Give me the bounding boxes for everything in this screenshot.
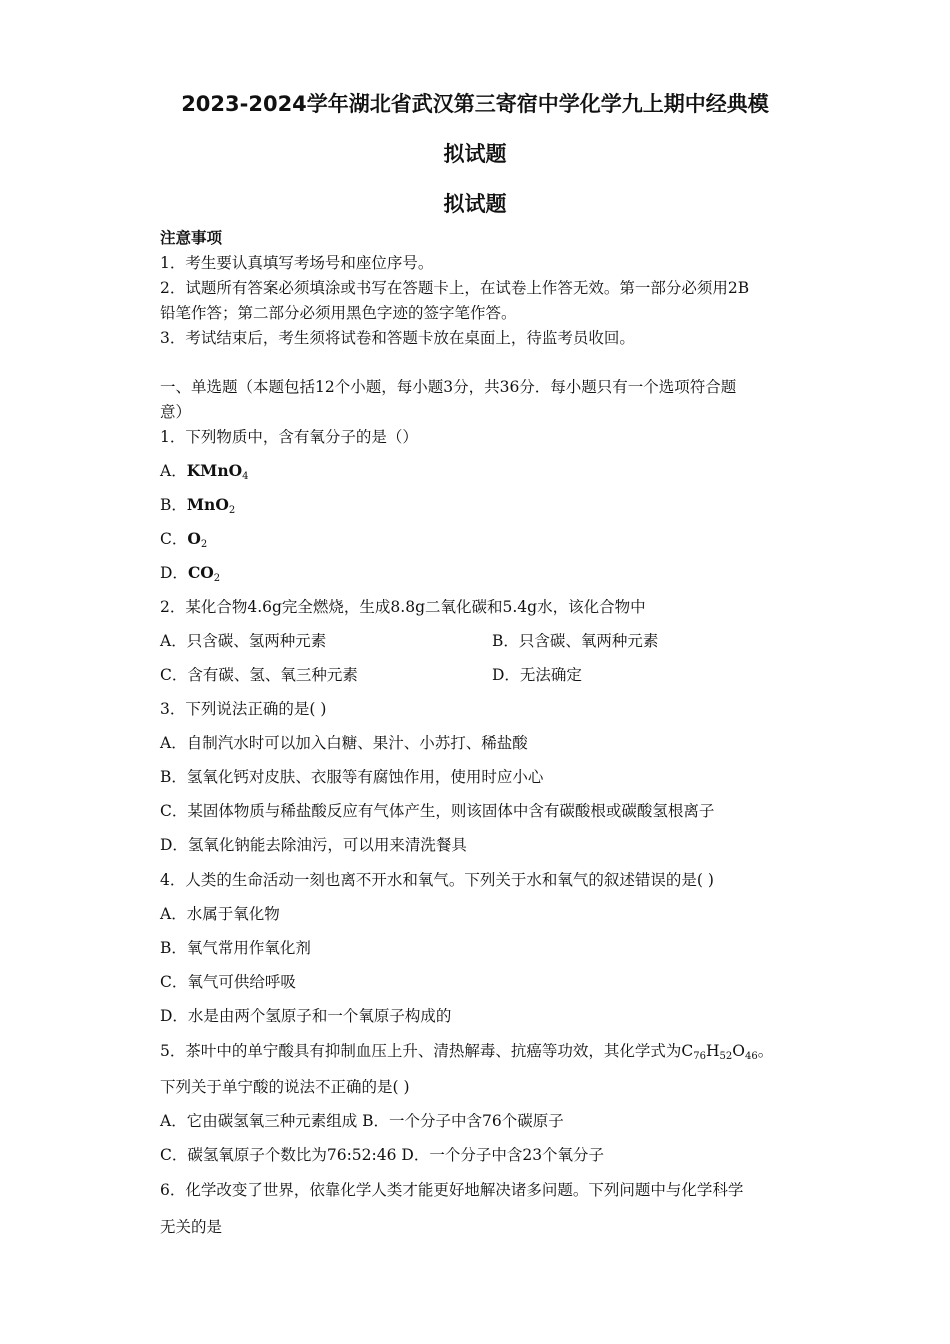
notice-item-3: 3．考试结束后，考生须将试卷和答题卡放在桌面上，待监考员收回。 [160, 329, 635, 347]
q5-stem: 5．茶叶中的单宁酸具有抑制血压上升、清热解毒、抗癌等功效，其化学式为$C_{76}H_{52}O_{46}$。 [160, 1042, 774, 1062]
q6-stem: 6．化学改变了世界，依靠化学人类才能更好地解决诸多问题。下列问题中与化学科学 [160, 1181, 744, 1199]
q3-stem: 3．下列说法正确的是( ) [160, 700, 327, 718]
title-line-1: 2023-2024学年湖北省武汉第三寄宿中学化学九上期中经典模 [181, 92, 769, 116]
q2-option-b: B．只含碳、氧两种元素 [492, 632, 659, 650]
section-heading: 一、单选题（本题包括12个小题，每小题3分，共36分．每小题只有一个选项符合题 [160, 378, 737, 396]
title-line-2: 拟试题 [443, 142, 507, 166]
q5-options-ab: A．它由碳氢氧三种元素组成 B．一个分子中含76个碳原子 [160, 1112, 564, 1130]
q2-option-d: D．无法确定 [492, 666, 582, 684]
q3-option-b: B．氢氧化钙对皮肤、衣服等有腐蚀作用，使用时应小心 [160, 768, 544, 786]
notice-item-2-cont: 铅笔作答；第二部分必须用黑色字迹的签字笔作答。 [160, 304, 517, 322]
q4-option-c: C．氧气可供给呼吸 [160, 973, 296, 991]
notice-item-2: 2．试题所有答案必须填涂或书写在答题卡上，在试卷上作答无效。第一部分必须用2B [160, 279, 750, 297]
q1-stem: 1．下列物质中，含有氧分子的是（） [160, 428, 418, 446]
q4-option-d: D．水是由两个氢原子和一个氧原子构成的 [160, 1007, 452, 1025]
q4-option-a: A．水属于氧化物 [160, 905, 280, 923]
title-line-3: 拟试题 [443, 192, 507, 216]
q4-option-b: B．氧气常用作氧化剂 [160, 939, 311, 957]
notice-heading: 注意事项 [160, 228, 223, 247]
q3-option-d: D．氢氧化钠能去除油污，可以用来清洗餐具 [160, 836, 467, 854]
q1-option-b: B．MnO$_2$ [160, 495, 236, 516]
q3-option-c: C．某固体物质与稀盐酸反应有气体产生，则该固体中含有碳酸根或碳酸氢根离子 [160, 802, 715, 820]
q1-option-c: C．$O_2$ [160, 529, 208, 550]
q1-option-a: A．KMnO$_4$ [160, 461, 249, 482]
notice-item-1: 1．考生要认真填写考场号和座位序号。 [160, 254, 434, 272]
q2-stem: 2．某化合物4.6g完全燃烧，生成8.8g二氧化碳和5.4g水，该化合物中 [160, 598, 646, 616]
q2-option-c: C．含有碳、氢、氧三种元素 [160, 666, 358, 684]
q5-stem-cont: 下列关于单宁酸的说法不正确的是( ) [160, 1078, 410, 1096]
q3-option-a: A．自制汽水时可以加入白糖、果汁、小苏打、稀盐酸 [160, 734, 528, 752]
q2-option-a: A．只含碳、氢两种元素 [160, 632, 327, 650]
q1-option-d: D．$CO_2$ [160, 563, 221, 584]
q6-stem-cont: 无关的是 [160, 1218, 223, 1236]
section-heading-cont: 意） [160, 403, 192, 421]
q5-options-cd: C．碳氢氧原子个数比为76:52:46 D．一个分子中含23个氧分子 [160, 1146, 605, 1164]
q4-stem: 4．人类的生命活动一刻也离不开水和氧气。下列关于水和氧气的叙述错误的是( ) [160, 871, 714, 889]
